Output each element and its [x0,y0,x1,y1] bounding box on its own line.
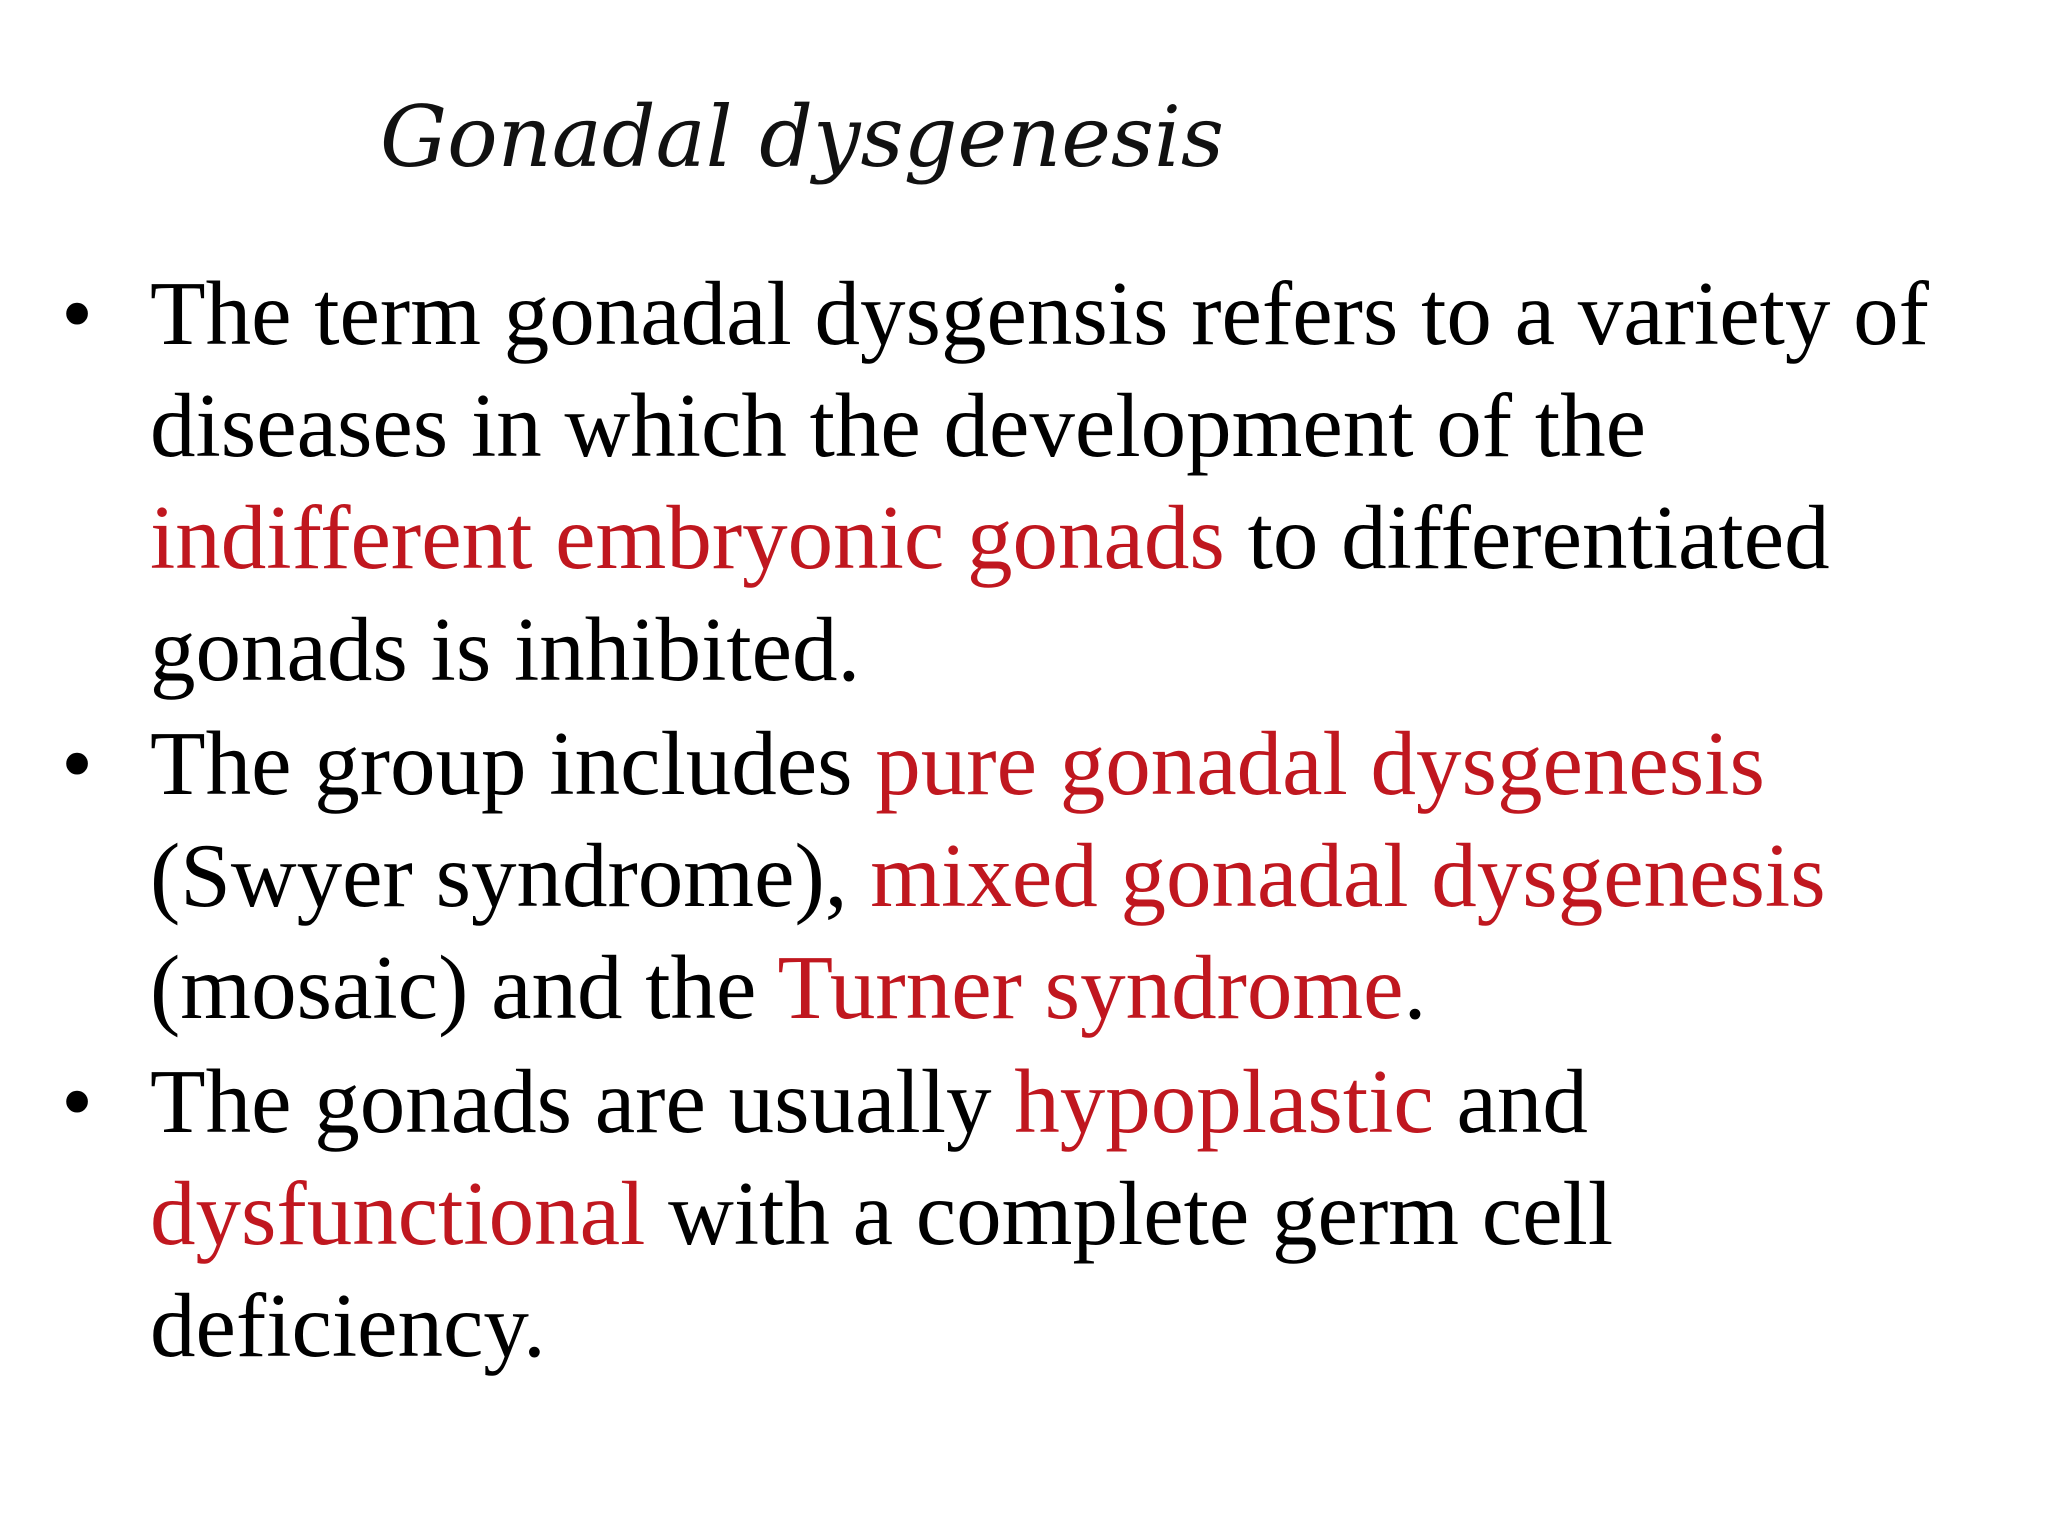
bullet-dot-icon: • [61,713,93,814]
highlighted-term: pure gonadal dysgenesis [875,713,1765,814]
text-segment: . [1403,937,1427,1038]
highlighted-term: dysfunctional [150,1163,646,1264]
bullet-item [61,1046,2000,1382]
text-segment: The gonads are usually [150,1051,1015,1152]
bullet-text [150,263,1929,700]
bullet-list [61,258,2000,1384]
bullet-text [150,1051,1613,1376]
highlighted-term: Turner syndrome [777,937,1404,1038]
text-segment: The term gonadal dysgensis refers to a variety of diseases in which the development of the [150,263,1929,476]
bullet-dot-icon: • [61,263,93,364]
text-segment: and [1433,1051,1588,1152]
bullet-dot-icon: • [61,1051,93,1152]
text-segment: (Swyer syndrome), [150,825,871,926]
text-segment: The group includes [150,713,876,814]
bullet-item [61,258,2000,706]
text-segment: with a complete germ cell deficiency. [150,1163,1614,1376]
slide-title: Gonadal dysgenesis [380,88,1224,186]
highlighted-term: indifferent embryonic gonads [150,487,1225,588]
highlighted-term: hypoplastic [1014,1051,1434,1152]
text-segment: to differentiated gonads is inhibited. [150,487,1830,700]
bullet-text [150,713,1826,1038]
bullet-item [61,708,2000,1044]
highlighted-term: mixed gonadal dysgenesis [870,825,1826,926]
text-segment: (mosaic) and the [150,937,778,1038]
